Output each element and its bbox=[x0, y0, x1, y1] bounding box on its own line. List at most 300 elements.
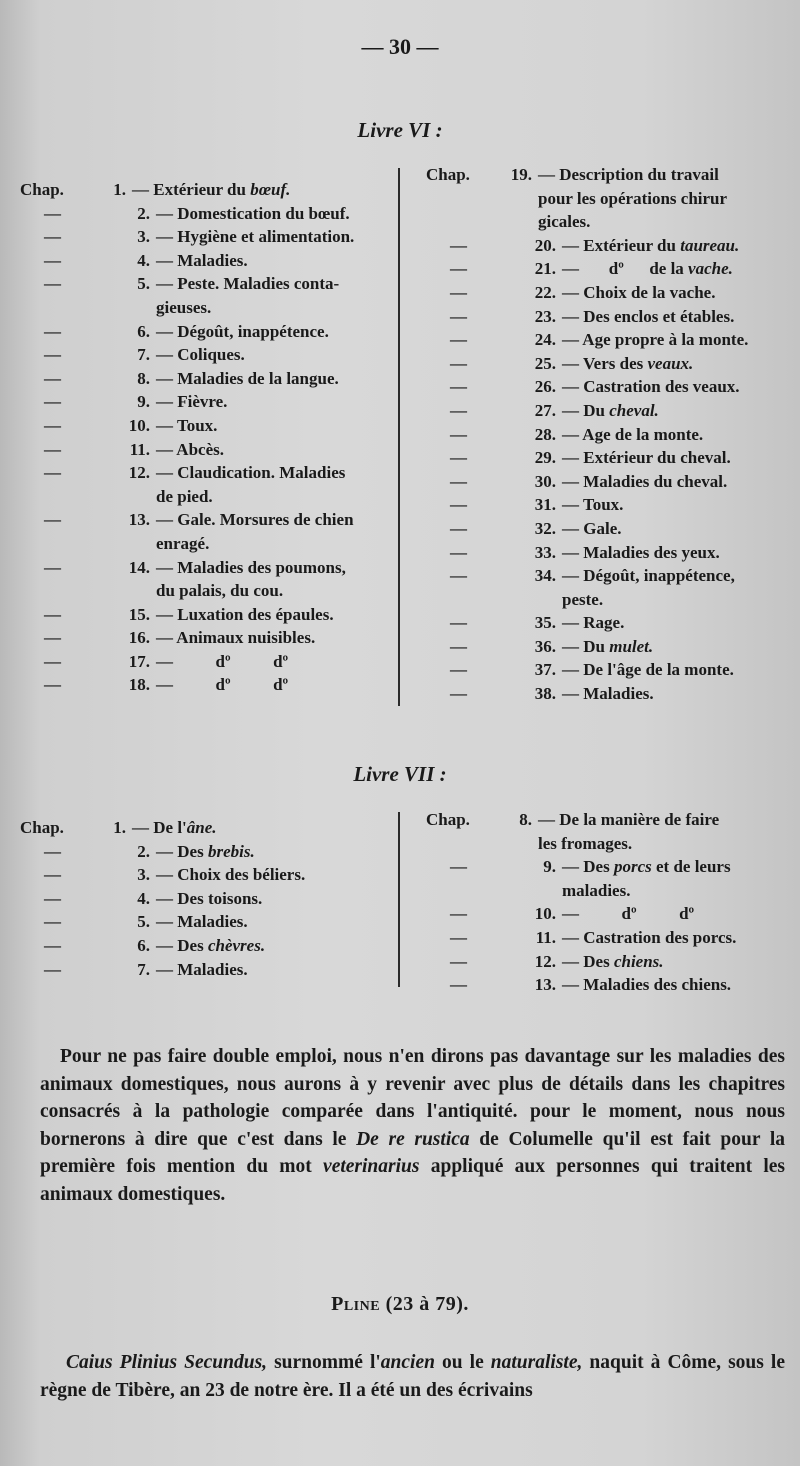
chapter-title-text: — Maladies de la langue. bbox=[156, 368, 339, 388]
chapter-entry bbox=[426, 635, 790, 659]
chapter-entry bbox=[426, 926, 790, 950]
chapter-entry bbox=[426, 611, 790, 635]
chapter-prefix: — bbox=[450, 400, 467, 420]
chapter-number: 24. bbox=[534, 330, 556, 350]
chapter-prefix: — bbox=[450, 518, 467, 538]
chapter-title-continuation: de pied. bbox=[156, 486, 213, 506]
chapter-entry bbox=[20, 650, 388, 674]
chapter-title-text: — Extérieur du bbox=[562, 235, 681, 255]
chapter-number: 1. bbox=[113, 180, 126, 199]
section-heading-pline bbox=[0, 1293, 800, 1316]
chapter-title-italic: vache. bbox=[688, 259, 733, 279]
chapter-prefix: — bbox=[450, 471, 467, 491]
chapter-title-text: — dº dº bbox=[156, 651, 289, 671]
chapter-prefix: Chap. bbox=[426, 165, 470, 184]
chapter-title bbox=[562, 470, 790, 494]
chapter-entry bbox=[20, 272, 388, 319]
chapter-number: 5. bbox=[137, 912, 150, 932]
chapter-title bbox=[156, 272, 388, 319]
chapter-entry bbox=[20, 887, 388, 911]
chapter-title bbox=[562, 234, 790, 258]
chapter-title-text: — Abcès. bbox=[156, 439, 224, 459]
chapter-number: 11. bbox=[129, 439, 150, 459]
chapter-title-text: — De l' bbox=[132, 818, 187, 837]
chapter-title-text: — Choix de la vache. bbox=[562, 282, 716, 302]
chapter-entry bbox=[426, 493, 790, 517]
chapter-prefix: — bbox=[44, 321, 61, 341]
chapter-prefix: — bbox=[44, 651, 61, 671]
chapter-title-text: — Age propre à la monte. bbox=[562, 330, 749, 350]
page-number: — 30 — bbox=[361, 34, 439, 59]
chapter-entry bbox=[426, 446, 790, 470]
chapter-prefix: — bbox=[450, 975, 467, 995]
chapter-title-text: — Des bbox=[562, 951, 614, 971]
chapter-title-italic: mulet. bbox=[609, 636, 654, 656]
chapter-entry bbox=[20, 556, 388, 603]
chapter-prefix: — bbox=[450, 660, 467, 680]
chapter-title-text: — dº dº bbox=[156, 675, 289, 695]
chapter-title-text: — Dégoût, inappétence, bbox=[562, 566, 735, 586]
chapter-prefix: — bbox=[450, 259, 467, 279]
chapter-title bbox=[156, 626, 388, 650]
chapter-title bbox=[538, 163, 790, 234]
chapter-title-text: — Dégoût, inappétence. bbox=[156, 321, 329, 341]
chapter-title-text: — Des bbox=[156, 841, 208, 861]
chapter-number: 13. bbox=[128, 510, 150, 530]
chapter-title-italic: chiens. bbox=[613, 951, 664, 971]
paragraph-text: Pour ne pas faire double emploi, nous n'en dirons pas davantage sur les maladies des animaux domestiques, nous aurons à y revenir avec plus de détails dans les chapitres consacrés à la pathologie comparée dans l'antiquité. pour le moment, nous nous bornerons à dire que c'est dans le bbox=[40, 1046, 785, 1150]
chapter-entry bbox=[20, 461, 388, 508]
chapter-prefix: — bbox=[450, 282, 467, 302]
chapter-entry bbox=[426, 541, 790, 565]
chapter-number: 17. bbox=[128, 651, 150, 671]
chapter-title-text: — Maladies. bbox=[156, 250, 248, 270]
livre-vii-title: Livre VII : bbox=[353, 762, 447, 786]
chapter-entry bbox=[426, 163, 790, 234]
paragraph-text: surnommé l' bbox=[267, 1352, 381, 1373]
chapter-number: 3. bbox=[137, 865, 150, 885]
paragraph-italic: De re rustica bbox=[356, 1128, 470, 1150]
chapter-title-text: — Peste. Maladies conta- bbox=[156, 274, 340, 294]
chapter-prefix: — bbox=[44, 675, 61, 695]
chapter-title-text: — Maladies. bbox=[562, 684, 654, 704]
chapter-title bbox=[156, 320, 388, 344]
chapter-prefix: — bbox=[44, 935, 61, 955]
chapter-number: 2. bbox=[137, 841, 150, 861]
chapter-entry bbox=[426, 352, 790, 376]
chapter-entry bbox=[20, 603, 388, 627]
chapter-entry bbox=[20, 958, 388, 982]
chapter-prefix: — bbox=[450, 951, 467, 971]
livre-vi-right-column bbox=[426, 163, 790, 706]
chapter-entry bbox=[426, 305, 790, 329]
chapter-prefix: — bbox=[450, 857, 467, 877]
chapter-prefix: — bbox=[44, 368, 61, 388]
livre-vii-right-column bbox=[426, 808, 790, 997]
chapter-number: 31. bbox=[534, 495, 556, 515]
chapter-title-text: — Extérieur du cheval. bbox=[562, 448, 731, 468]
chapter-title bbox=[156, 249, 388, 273]
chapter-entry bbox=[20, 390, 388, 414]
chapter-title-text: — Maladies du cheval. bbox=[562, 471, 728, 491]
chapter-title bbox=[562, 541, 790, 565]
chapter-number: 14. bbox=[128, 557, 150, 577]
chapter-title bbox=[562, 423, 790, 447]
chapter-prefix: Chap. bbox=[20, 818, 64, 837]
chapter-title bbox=[562, 493, 790, 517]
chapter-prefix: — bbox=[44, 557, 61, 577]
chapter-title bbox=[562, 257, 790, 281]
chapter-prefix: — bbox=[44, 439, 61, 459]
chapter-entry bbox=[20, 414, 388, 438]
chapter-title bbox=[562, 305, 790, 329]
chapter-title bbox=[562, 973, 790, 997]
chapter-title bbox=[156, 461, 388, 508]
chapter-title-text: — Hygiène et alimentation. bbox=[156, 227, 355, 247]
chapter-prefix: — bbox=[44, 274, 61, 294]
paragraph-text: ou le bbox=[434, 1352, 491, 1373]
chapter-number: 7. bbox=[137, 345, 150, 365]
chapter-prefix: — bbox=[450, 636, 467, 656]
chapter-number: 30. bbox=[534, 471, 556, 491]
chapter-number: 9. bbox=[543, 857, 556, 877]
chapter-title bbox=[156, 556, 388, 603]
heading-name: Pline bbox=[331, 1293, 381, 1315]
chapter-title bbox=[538, 808, 790, 855]
chapter-title bbox=[562, 658, 790, 682]
chapter-title bbox=[156, 202, 388, 226]
chapter-title bbox=[156, 438, 388, 462]
chapter-number: 34. bbox=[534, 566, 556, 586]
chapter-prefix: — bbox=[450, 566, 467, 586]
chapter-number: 2. bbox=[137, 203, 150, 223]
chapter-entry bbox=[20, 934, 388, 958]
chapter-title bbox=[156, 673, 388, 697]
chapter-entry bbox=[20, 673, 388, 697]
chapter-title-text: — Des bbox=[562, 857, 614, 877]
chapter-title bbox=[562, 517, 790, 541]
chapter-entry bbox=[20, 320, 388, 344]
chapter-title bbox=[156, 887, 388, 911]
chapter-title bbox=[562, 564, 790, 611]
heading-dates: (23 à 79). bbox=[380, 1293, 469, 1315]
chapter-prefix: — bbox=[450, 424, 467, 444]
paragraph-italic: naturaliste, bbox=[490, 1352, 583, 1373]
chapter-entry bbox=[426, 470, 790, 494]
chapter-prefix: — bbox=[44, 463, 61, 483]
chapter-number: 21. bbox=[534, 259, 556, 279]
chapter-title bbox=[562, 855, 790, 902]
chapter-entry bbox=[426, 399, 790, 423]
chapter-entry bbox=[20, 508, 388, 555]
chapter-title-text: — Description du travail bbox=[538, 165, 719, 184]
chapter-title bbox=[562, 375, 790, 399]
chapter-prefix: — bbox=[44, 888, 61, 908]
chapter-title-text: — De la manière de faire bbox=[538, 810, 720, 829]
chapter-title-italic: brebis. bbox=[207, 841, 255, 861]
chapter-number: 15. bbox=[128, 604, 150, 624]
paragraph-pline bbox=[40, 1349, 785, 1404]
chapter-title-text: — Choix des béliers. bbox=[156, 865, 306, 885]
chapter-number: 6. bbox=[137, 321, 150, 341]
chapter-prefix: — bbox=[44, 604, 61, 624]
chapter-prefix: — bbox=[44, 841, 61, 861]
chapter-entry bbox=[426, 973, 790, 997]
chapter-title-text: — Des enclos et étables. bbox=[562, 306, 735, 326]
chapter-title-continuation: pour les opérations chirur bbox=[538, 188, 728, 208]
chapter-title-italic: taureau. bbox=[680, 235, 740, 255]
chapter-prefix: — bbox=[450, 495, 467, 515]
chapter-entry bbox=[20, 225, 388, 249]
paragraph-italic: ancien bbox=[380, 1352, 435, 1373]
chapter-title-text: — Maladies des poumons, bbox=[156, 557, 346, 577]
chapter-number: 35. bbox=[534, 613, 556, 633]
chapter-prefix: — bbox=[44, 250, 61, 270]
chapter-title-continuation: gicales. bbox=[538, 212, 591, 232]
chapter-title-text: — Rage. bbox=[562, 613, 625, 633]
chapter-title-text: — Maladies. bbox=[156, 912, 248, 932]
chapter-title-continuation: peste. bbox=[562, 589, 604, 609]
chapter-entry bbox=[426, 564, 790, 611]
chapter-prefix: — bbox=[44, 203, 61, 223]
paragraph-italic: veterinarius bbox=[323, 1156, 420, 1177]
chapter-number: 13. bbox=[534, 975, 556, 995]
chapter-title bbox=[156, 958, 388, 982]
chapter-entry bbox=[20, 816, 388, 840]
chapter-title bbox=[562, 950, 790, 974]
chapter-title-continuation: du palais, du cou. bbox=[156, 581, 284, 601]
chapter-title bbox=[156, 414, 388, 438]
chapter-title bbox=[562, 328, 790, 352]
chapter-number: 7. bbox=[137, 959, 150, 979]
chapter-title bbox=[156, 934, 388, 958]
chapter-title-text: — Extérieur du bbox=[132, 180, 251, 199]
chapter-prefix: — bbox=[44, 227, 61, 247]
chapter-entry bbox=[426, 328, 790, 352]
chapter-prefix: — bbox=[450, 377, 467, 397]
paragraph-text: naquit à Côme, sous le règne de Tibère, an 23 de notre ère. Il a été un des écrivains bbox=[40, 1352, 785, 1401]
chapter-number: 16. bbox=[128, 628, 150, 648]
chapter-number: 11. bbox=[535, 927, 556, 947]
chapter-title-text: — Vers des bbox=[562, 353, 648, 373]
chapter-number: 8. bbox=[137, 368, 150, 388]
chapter-prefix: — bbox=[450, 927, 467, 947]
chapter-entry bbox=[426, 855, 790, 902]
livre-vi-title: Livre VI : bbox=[357, 118, 443, 142]
chapter-prefix: — bbox=[44, 510, 61, 530]
chapter-title bbox=[562, 926, 790, 950]
chapter-title-italic: âne. bbox=[186, 818, 217, 837]
chapter-entry bbox=[20, 202, 388, 226]
chapter-number: 32. bbox=[534, 518, 556, 538]
chapter-title-text: — Du bbox=[562, 636, 610, 656]
chapter-entry bbox=[20, 626, 388, 650]
chapter-entry bbox=[426, 902, 790, 926]
chapter-title-text: — Toux. bbox=[562, 495, 624, 515]
chapter-entry bbox=[20, 249, 388, 273]
chapter-title bbox=[156, 508, 388, 555]
chapter-title-italic: veaux. bbox=[647, 353, 694, 373]
chapter-entry bbox=[426, 423, 790, 447]
chapter-title-text: — Du bbox=[562, 400, 610, 420]
chapter-number: 29. bbox=[534, 448, 556, 468]
chapter-prefix: — bbox=[450, 613, 467, 633]
chapter-number: 19. bbox=[510, 165, 532, 184]
chapter-prefix: — bbox=[450, 448, 467, 468]
chapter-title-text: — Domestication du bœuf. bbox=[156, 203, 350, 223]
chapter-title bbox=[156, 367, 388, 391]
chapter-title-continuation: gieuses. bbox=[156, 297, 212, 317]
chapter-title-text: — Claudication. Maladies bbox=[156, 463, 346, 483]
chapter-entry bbox=[20, 840, 388, 864]
chapter-entry bbox=[426, 281, 790, 305]
chapter-title-text: — dº dº bbox=[562, 904, 695, 924]
chapter-title-text: — Animaux nuisibles. bbox=[156, 628, 316, 648]
chapter-number: 23. bbox=[534, 306, 556, 326]
chapter-number: 25. bbox=[534, 353, 556, 373]
chapter-title bbox=[132, 178, 388, 202]
chapter-title-text: — Des toisons. bbox=[156, 888, 263, 908]
chapter-number: 12. bbox=[534, 951, 556, 971]
chapter-number: 33. bbox=[534, 542, 556, 562]
chapter-title bbox=[156, 910, 388, 934]
chapter-prefix: — bbox=[450, 684, 467, 704]
chapter-number: 9. bbox=[137, 392, 150, 412]
chapter-title-continuation: maladies. bbox=[562, 880, 631, 900]
chapter-number: 4. bbox=[137, 888, 150, 908]
chapter-number: 12. bbox=[128, 463, 150, 483]
chapter-title bbox=[156, 650, 388, 674]
chapter-number: 10. bbox=[128, 415, 150, 435]
chapter-number: 38. bbox=[534, 684, 556, 704]
chapter-number: 6. bbox=[137, 935, 150, 955]
chapter-title-text: — De l'âge de la monte. bbox=[562, 660, 734, 680]
chapter-number: 10. bbox=[534, 904, 556, 924]
chapter-entry bbox=[426, 658, 790, 682]
chapter-entry bbox=[426, 950, 790, 974]
chapter-title-text: — Luxation des épaules. bbox=[156, 604, 334, 624]
chapter-number: 1. bbox=[113, 818, 126, 837]
chapter-number: 18. bbox=[128, 675, 150, 695]
chapter-title-text: — Gale. bbox=[562, 518, 622, 538]
chapter-title-text: — Maladies des chiens. bbox=[562, 975, 732, 995]
chapter-title bbox=[562, 352, 790, 376]
chapter-prefix: Chap. bbox=[20, 180, 64, 199]
chapter-entry bbox=[20, 343, 388, 367]
paragraph-text: de Columelle qu'il est fait pour la première fois mention du mot bbox=[40, 1128, 785, 1177]
chapter-number: 28. bbox=[534, 424, 556, 444]
livre-vi-left-column bbox=[20, 178, 388, 697]
chapter-entry bbox=[20, 438, 388, 462]
chapter-title-italic: bœuf. bbox=[250, 180, 291, 199]
paragraph-text: appliqué aux personnes qui traitent les animaux domestiques. bbox=[40, 1156, 785, 1205]
chapter-number: 4. bbox=[137, 250, 150, 270]
chapter-title bbox=[156, 840, 388, 864]
chapter-title-continuation: enragé. bbox=[156, 533, 210, 553]
chapter-prefix: — bbox=[44, 912, 61, 932]
chapter-title bbox=[156, 343, 388, 367]
chapter-entry bbox=[426, 682, 790, 706]
chapter-title-italic: porcs bbox=[613, 857, 652, 877]
chapter-title bbox=[156, 390, 388, 414]
chapter-entry bbox=[426, 257, 790, 281]
chapter-title bbox=[562, 902, 790, 926]
chapter-prefix: — bbox=[44, 392, 61, 412]
chapter-entry bbox=[426, 375, 790, 399]
chapter-prefix: — bbox=[450, 353, 467, 373]
chapter-title bbox=[156, 603, 388, 627]
chapter-number: 20. bbox=[534, 235, 556, 255]
chapter-entry bbox=[426, 234, 790, 258]
chapter-prefix: — bbox=[450, 330, 467, 350]
chapter-title-text: — Des bbox=[156, 935, 208, 955]
chapter-title-italic: chèvres. bbox=[207, 935, 266, 955]
chapter-number: 36. bbox=[534, 636, 556, 656]
chapter-entry bbox=[426, 517, 790, 541]
chapter-title bbox=[562, 611, 790, 635]
chapter-prefix: — bbox=[450, 235, 467, 255]
chapter-title-text: — dº de la bbox=[562, 259, 689, 279]
chapter-title bbox=[132, 816, 388, 840]
chapter-title-text: — Gale. Morsures de chien bbox=[156, 510, 354, 530]
chapter-prefix: Chap. bbox=[426, 810, 470, 829]
chapter-number: 26. bbox=[534, 377, 556, 397]
chapter-title bbox=[562, 682, 790, 706]
livre-vii-left-column bbox=[20, 816, 388, 981]
chapter-title bbox=[562, 446, 790, 470]
chapter-prefix: — bbox=[450, 542, 467, 562]
paragraph-italic: Caius Plinius Secundus, bbox=[66, 1352, 268, 1373]
chapter-title-text: et de leurs bbox=[651, 857, 731, 877]
chapter-prefix: — bbox=[450, 306, 467, 326]
chapter-title-text: — Age de la monte. bbox=[562, 424, 704, 444]
chapter-number: 3. bbox=[137, 227, 150, 247]
chapter-title-text: — Coliques. bbox=[156, 345, 245, 365]
chapter-title bbox=[562, 281, 790, 305]
chapter-number: 5. bbox=[137, 274, 150, 294]
chapter-entry bbox=[426, 808, 790, 855]
chapter-title-italic: cheval. bbox=[609, 400, 659, 420]
chapter-title bbox=[156, 863, 388, 887]
chapter-number: 22. bbox=[534, 282, 556, 302]
chapter-title-text: — Castration des porcs. bbox=[562, 927, 737, 947]
chapter-prefix: — bbox=[44, 959, 61, 979]
chapter-title-text: — Toux. bbox=[156, 415, 218, 435]
chapter-number: 37. bbox=[534, 660, 556, 680]
chapter-title-text: — Fièvre. bbox=[156, 392, 228, 412]
chapter-title bbox=[562, 635, 790, 659]
chapter-entry bbox=[20, 910, 388, 934]
chapter-prefix: — bbox=[44, 345, 61, 365]
chapter-title-continuation: les fromages. bbox=[538, 833, 633, 853]
chapter-prefix: — bbox=[450, 904, 467, 924]
column-divider bbox=[398, 812, 400, 987]
chapter-prefix: — bbox=[44, 628, 61, 648]
chapter-title bbox=[156, 225, 388, 249]
chapter-prefix: — bbox=[44, 865, 61, 885]
chapter-title-text: — Castration des veaux. bbox=[562, 377, 740, 397]
chapter-number: 27. bbox=[534, 400, 556, 420]
chapter-entry bbox=[20, 367, 388, 391]
chapter-entry bbox=[20, 863, 388, 887]
chapter-number: 8. bbox=[519, 810, 532, 829]
chapter-prefix: — bbox=[44, 415, 61, 435]
paragraph-columelle bbox=[40, 1043, 785, 1208]
chapter-title bbox=[562, 399, 790, 423]
column-divider bbox=[398, 168, 400, 706]
chapter-entry bbox=[20, 178, 388, 202]
chapter-title-text: — Maladies. bbox=[156, 959, 248, 979]
